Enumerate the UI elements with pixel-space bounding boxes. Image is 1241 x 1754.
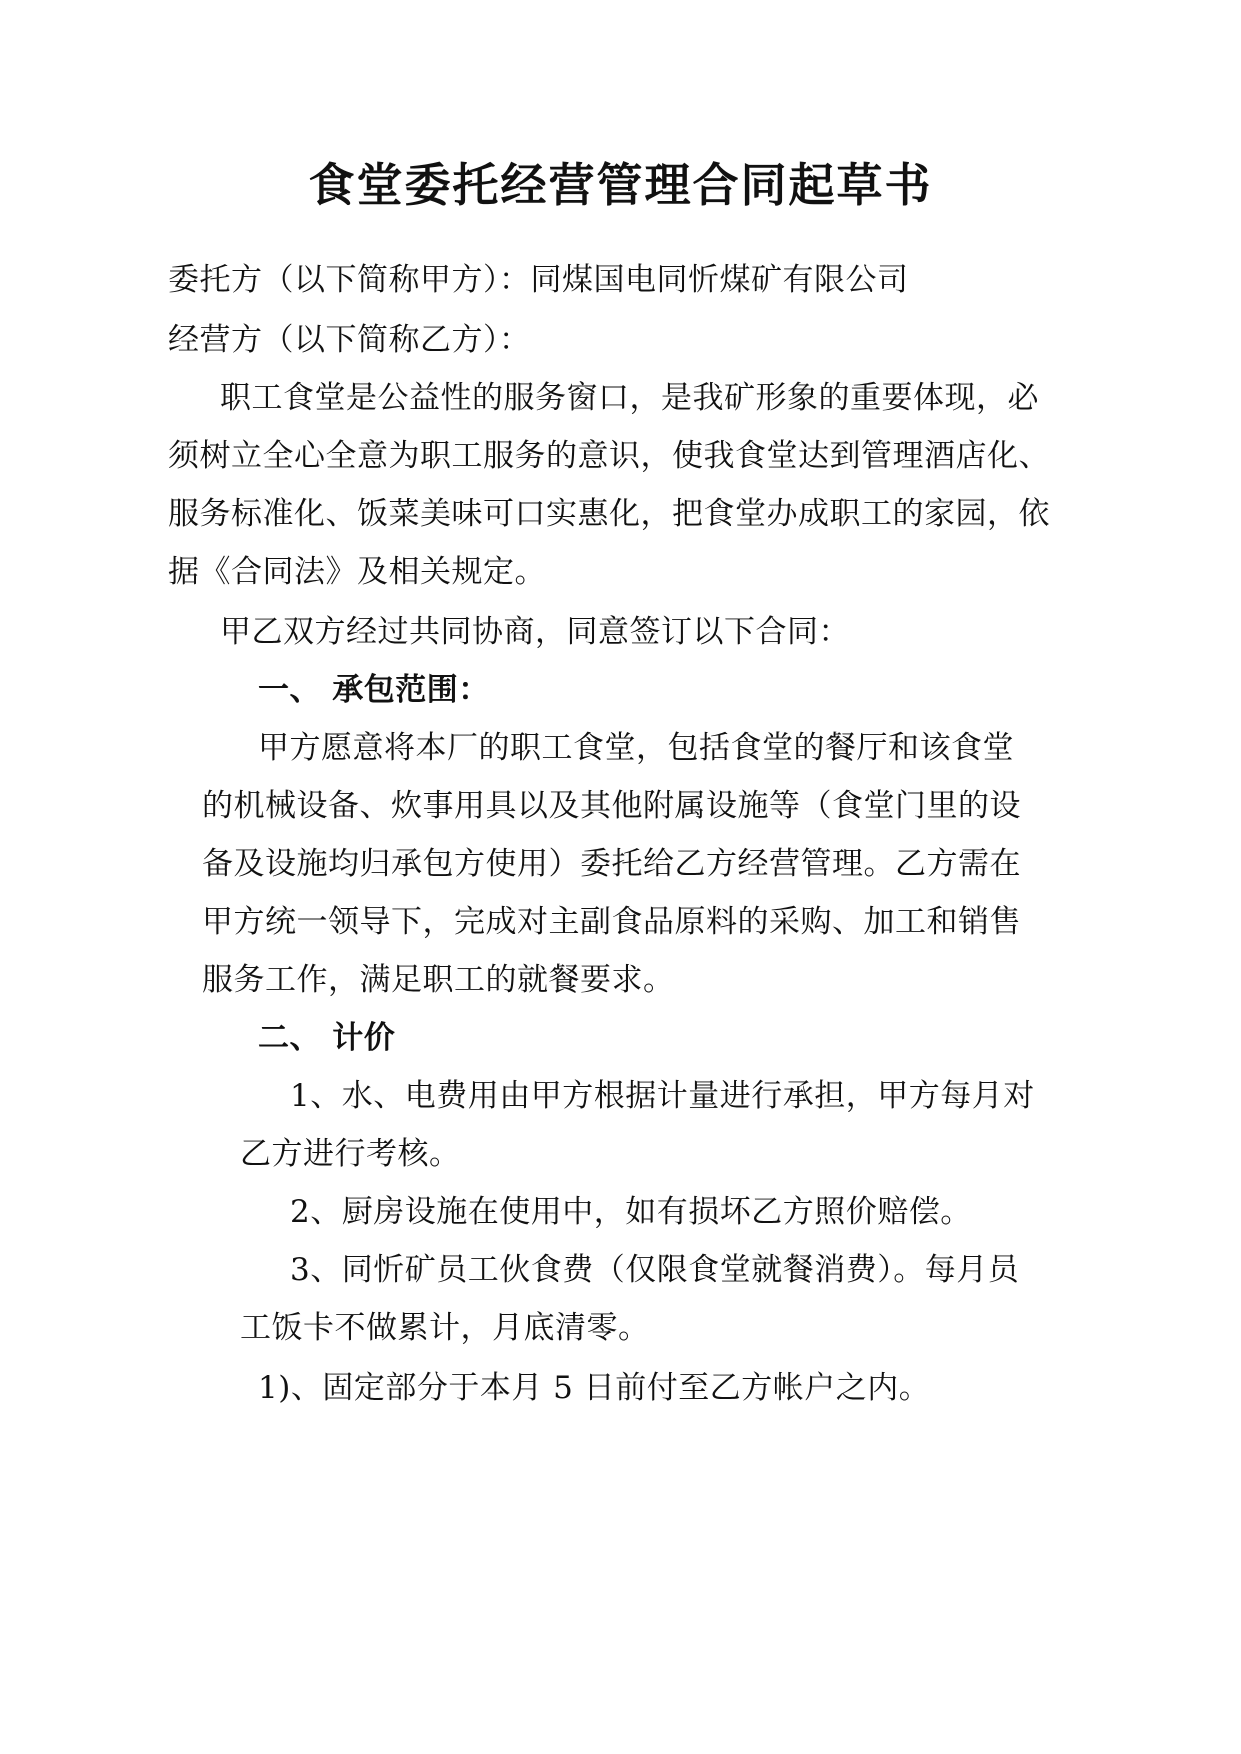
agreement-intro: 甲乙双方经过共同协商，同意签订以下合同：: [220, 614, 850, 650]
section1-line: 服务工作，满足职工的就餐要求。: [202, 962, 675, 998]
pricing-subitem-1: 1)、固定部分于本月 5 日前付至乙方帐户之内。: [258, 1370, 931, 1406]
preamble-line: 职工食堂是公益性的服务窗口，是我矿形象的重要体现，必: [220, 380, 1039, 416]
section-heading-pricing: 二、 计价: [258, 1020, 396, 1056]
pricing-item-3-cont: 工饭卡不做累计，月底清零。: [240, 1310, 650, 1346]
section1-line: 甲方统一领导下，完成对主副食品原料的采购、加工和销售: [202, 904, 1021, 940]
party-a-line: 委托方（以下简称甲方）：同煤国电同忻煤矿有限公司: [168, 262, 909, 298]
party-b-line: 经营方（以下简称乙方）：: [168, 322, 531, 358]
section1-line: 甲方愿意将本厂的职工食堂，包括食堂的餐厅和该食堂: [258, 730, 1014, 766]
document-title: 食堂委托经营管理合同起草书: [308, 158, 933, 212]
preamble-line: 服务标准化、饭菜美味可口实惠化，把食堂办成职工的家园，依: [168, 496, 1050, 532]
pricing-item-2: 2、厨房设施在使用中，如有损坏乙方照价赔偿。: [290, 1194, 972, 1230]
pricing-item-1: 1、水、电费用由甲方根据计量进行承担，甲方每月对: [290, 1078, 1035, 1114]
pricing-item-1-cont: 乙方进行考核。: [240, 1136, 461, 1172]
pricing-item-3: 3、同忻矿员工伙食费（仅限食堂就餐消费）。每月员: [290, 1252, 1020, 1288]
preamble-line: 据《合同法》及相关规定。: [168, 554, 546, 590]
section-heading-scope: 一、 承包范围：: [258, 672, 490, 708]
preamble-line: 须树立全心全意为职工服务的意识，使我食堂达到管理酒店化、: [168, 438, 1050, 474]
section1-line: 的机械设备、炊事用具以及其他附属设施等（食堂门里的设: [202, 788, 1021, 824]
section1-line: 备及设施均归承包方使用）委托给乙方经营管理。乙方需在: [202, 846, 1021, 882]
